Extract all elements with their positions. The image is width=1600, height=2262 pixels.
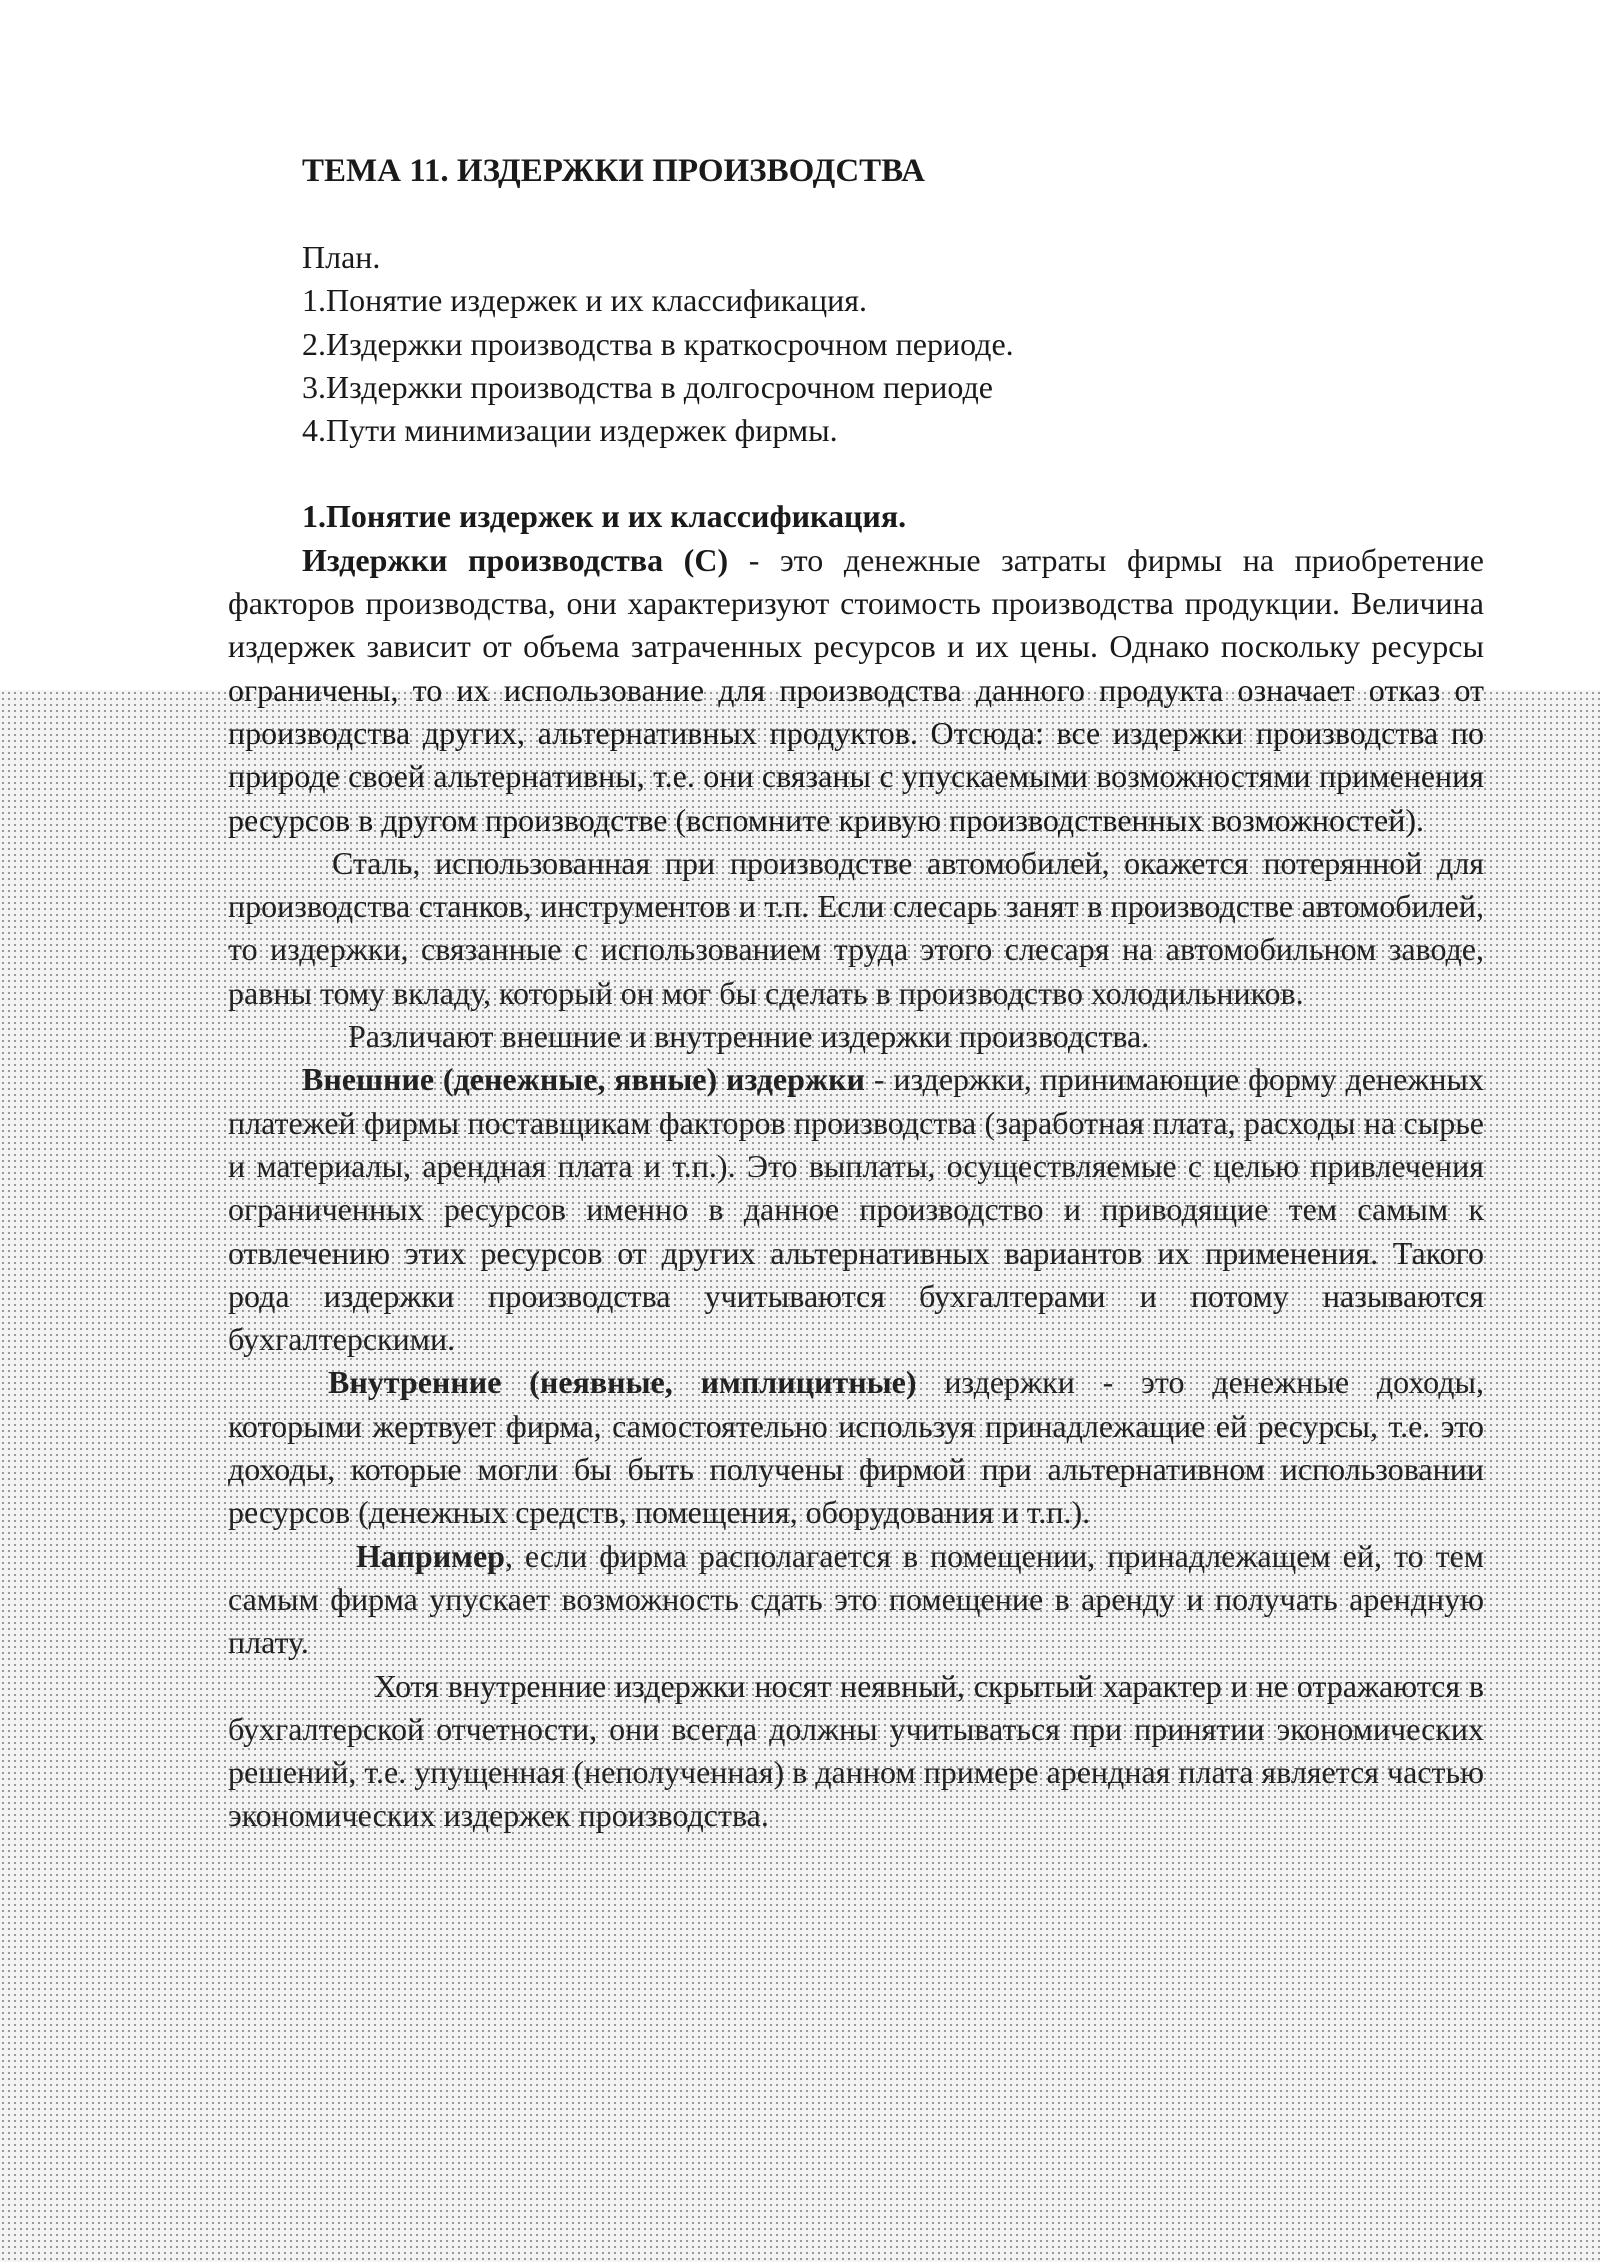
paragraph-definition (228, 539, 1484, 842)
plan-item: 3.Издержки производства в долгосрочном периоде (302, 368, 993, 405)
plan-item: 1.Понятие издержек и их классификация. (302, 282, 867, 319)
plan-list (228, 236, 1484, 452)
plan-item: 2.Издержки производства в краткосрочном периоде. (302, 325, 1014, 362)
term-bold: Внутренние (неявные, имплицитные) (328, 1364, 917, 1401)
page-title: ТЕМА 11. ИЗДЕРЖКИ ПРОИЗВОДСТВА (302, 153, 925, 189)
paragraph-text: - издержки, принимающие форму денежных платежей фирмы поставщикам факторов производства (заработная плата, расходы на сырье и материалы, арендная плата и т.п.). Это выплаты, осуществляемые с целью привлечения ограниченных ресурсов именно в данное производство и приводящие тем самым к отвлечению этих ресурсов от других альтернативных вариантов их применения. Такого рода издержки производства учитываются бухгалтерами и потому называются бухгалтерскими. (228, 1061, 1485, 1358)
paragraph-external-costs (228, 1058, 1484, 1361)
section-title: 1.Понятие издержек и их классификация. (302, 498, 907, 535)
term-bold: Например (356, 1537, 505, 1574)
term-bold: Издержки производства (С) (302, 541, 729, 578)
paragraph-distinction: Различают внешние и внутренние издержки производства. (348, 1018, 1150, 1055)
document-page (228, 150, 1484, 1838)
paragraph-text: издержки - это денежные доходы, которыми жертвует фирма, самостоятельно используя принадлежащие ей ресурсы, т.е. это доходы, которые могли бы быть получены фирмой при альтернативном использовании ресурсов (денежных средств, помещения, оборудования и т.п.). (228, 1364, 1485, 1531)
paragraph-example-steel: Сталь, использованная при производстве автомобилей, окажется потерянной для производства станков, инструментов и т.п. Если слесарь занят в производстве автомобилей, то издержки, связанные с использованием труда этого слесаря на автомобильном заводе, равны тому вкладу, который он мог бы сделать в производство холодильников. (228, 844, 1484, 1011)
paragraph-conclusion: Хотя внутренние издержки носят неявный, скрытый характер и не отражаются в бухгалтерской отчетности, они всегда должны учитываться при принятии экономических решений, т.е. упущенная (неполученная) в данном примере арендная плата является частью экономических издержек производства. (228, 1667, 1484, 1834)
paragraph-internal-costs (228, 1361, 1484, 1534)
plan-heading: План. (302, 239, 381, 275)
paragraph-text: - это денежные затраты фирмы на приобретение факторов производства, они характеризуют стоимость производства продукции. Величина издержек зависит от объема затраченных ресурсов и их цены. Однако поскольку ресурсы ограничены, то их использование для производства данного продукта означает отказ от производства других, альтернативных продуктов. Отсюда: все издержки производства по природе своей альтернативны, т.е. они связаны с упускаемыми возможностями применения ресурсов в другом производстве (вспомните кривую производственных возможностей). (228, 541, 1485, 838)
paragraph-example-rent (228, 1535, 1484, 1665)
term-bold: Внешние (денежные, явные) издержки (302, 1061, 865, 1098)
plan-item: 4.Пути минимизации издержек фирмы. (302, 412, 838, 449)
paragraph-text: , если фирма располагается в помещении, принадлежащем ей, то тем самым фирма упускает возможность сдать это помещение в аренду и получать арендную плату. (228, 1537, 1484, 1661)
